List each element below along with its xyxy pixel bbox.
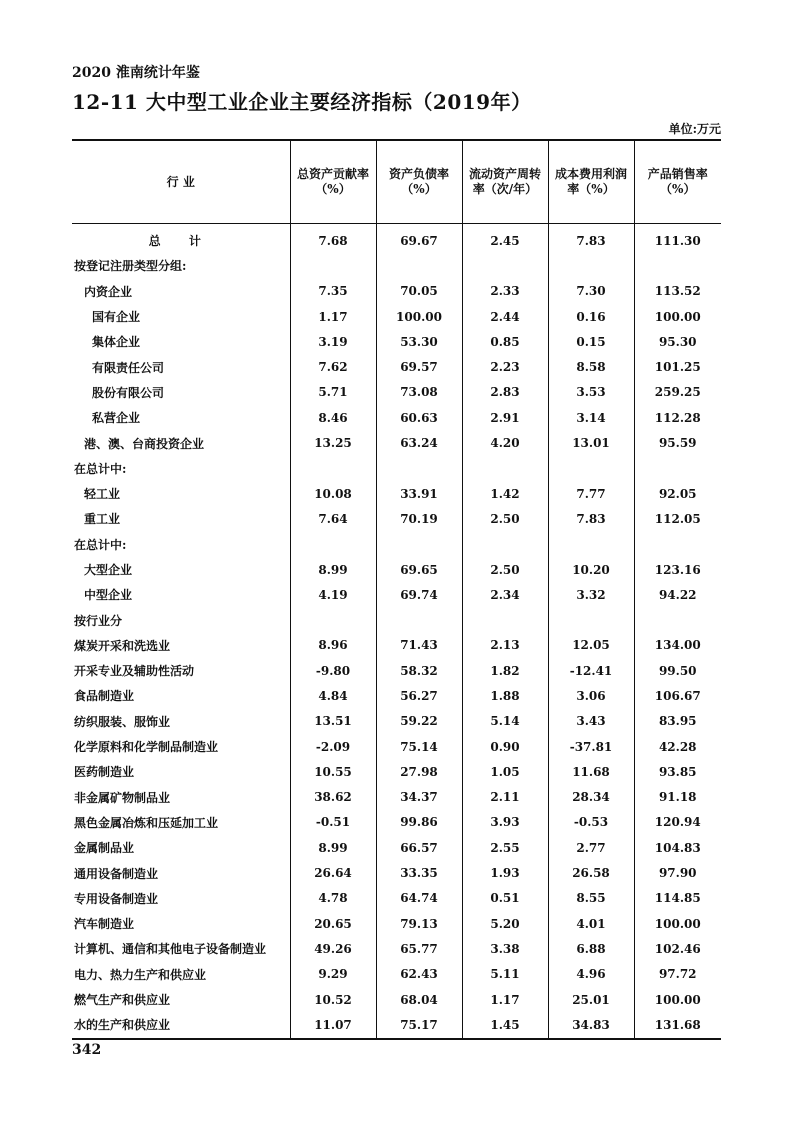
row-label: 在总计中:	[74, 461, 127, 476]
row-value: 94.22	[634, 582, 721, 607]
row-value: 10.20	[548, 557, 634, 582]
unit-label: 单位:万元	[668, 122, 721, 136]
row-value: 3.38	[462, 936, 548, 961]
row-value: 2.33	[462, 279, 548, 304]
row-value	[290, 253, 376, 278]
table-row	[72, 633, 721, 658]
row-value: 2.34	[462, 582, 548, 607]
row-label: 金属制品业	[74, 841, 135, 856]
row-value	[548, 607, 634, 632]
row-value: 1.88	[462, 683, 548, 708]
row-value: 26.58	[548, 860, 634, 885]
table-header-row	[72, 140, 721, 224]
row-value: -9.80	[290, 658, 376, 683]
row-value	[376, 607, 462, 632]
row-label: 开采专业及辅助性活动	[74, 664, 195, 679]
row-value: 1.82	[462, 658, 548, 683]
row-value: 4.01	[548, 911, 634, 936]
row-value	[634, 253, 721, 278]
row-value: 69.57	[376, 354, 462, 379]
row-value: 7.68	[290, 224, 376, 254]
row-value: 93.85	[634, 759, 721, 784]
row-label: 轻工业	[84, 487, 121, 502]
row-label: 集体企业	[92, 335, 141, 350]
row-value: 114.85	[634, 886, 721, 911]
row-value	[634, 607, 721, 632]
row-label: 国有企业	[92, 310, 141, 325]
column-header-current-asset-turnover: 流动资产周转率（次/年）	[462, 140, 548, 224]
row-value: 9.29	[290, 962, 376, 987]
table-row	[72, 224, 721, 254]
row-label: 内资企业	[84, 284, 133, 299]
table-title: 12-11 大中型工业企业主要经济指标（2019年）	[72, 90, 532, 114]
row-value: 4.20	[462, 430, 548, 455]
row-value: -2.09	[290, 734, 376, 759]
row-value: 4.78	[290, 886, 376, 911]
row-label: 化学原料和化学制品制造业	[74, 740, 219, 755]
row-value: 2.13	[462, 633, 548, 658]
row-value: 2.23	[462, 354, 548, 379]
table-row	[72, 354, 721, 379]
row-value: 33.35	[376, 860, 462, 885]
table-row	[72, 405, 721, 430]
row-value	[290, 456, 376, 481]
table-row	[72, 658, 721, 683]
row-value: 2.11	[462, 785, 548, 810]
row-label: 黑色金属冶炼和压延加工业	[74, 815, 219, 830]
row-value: 34.83	[548, 1012, 634, 1038]
table-row	[72, 860, 721, 885]
row-value: 4.19	[290, 582, 376, 607]
row-value: 97.72	[634, 962, 721, 987]
row-value: 0.85	[462, 329, 548, 354]
row-label: 大型企业	[84, 563, 133, 577]
row-value: 4.84	[290, 683, 376, 708]
row-value	[462, 253, 548, 278]
row-value: 10.08	[290, 481, 376, 506]
row-value: 75.14	[376, 734, 462, 759]
table-row	[72, 785, 721, 810]
row-value: 2.55	[462, 835, 548, 860]
row-value: 6.88	[548, 936, 634, 961]
row-value: 3.06	[548, 683, 634, 708]
row-value: 70.19	[376, 506, 462, 531]
table-row	[72, 683, 721, 708]
table-row	[72, 506, 721, 531]
row-value: 8.46	[290, 405, 376, 430]
row-value: 53.30	[376, 329, 462, 354]
row-label: 在总计中:	[74, 537, 127, 552]
table-row	[72, 279, 721, 304]
row-label: 总 计	[148, 234, 213, 249]
row-value: -0.53	[548, 810, 634, 835]
row-value: 113.52	[634, 279, 721, 304]
row-value: 10.55	[290, 759, 376, 784]
column-header-debt-ratio: 资产负债率（%）	[376, 140, 462, 224]
row-label: 煤炭开采和洗选业	[74, 638, 171, 653]
row-value: 3.14	[548, 405, 634, 430]
row-value: 111.30	[634, 224, 721, 254]
book-title: 2020 淮南统计年鉴	[72, 65, 200, 81]
table-row	[72, 607, 721, 632]
row-label: 通用设备制造业	[74, 866, 159, 881]
row-value: 4.96	[548, 962, 634, 987]
row-value: 75.17	[376, 1012, 462, 1038]
row-value: 0.16	[548, 304, 634, 329]
row-label: 按行业分	[74, 613, 123, 628]
row-value: 7.35	[290, 279, 376, 304]
row-value: 8.96	[290, 633, 376, 658]
row-value: 11.68	[548, 759, 634, 784]
row-value: 1.93	[462, 860, 548, 885]
row-value: 33.91	[376, 481, 462, 506]
row-label: 非金属矿物制品业	[74, 790, 171, 805]
row-value: 27.98	[376, 759, 462, 784]
row-value: 65.77	[376, 936, 462, 961]
row-label: 私营企业	[92, 411, 141, 426]
row-value: 8.58	[548, 354, 634, 379]
table-row	[72, 380, 721, 405]
row-value: 100.00	[376, 304, 462, 329]
row-value: 20.65	[290, 911, 376, 936]
row-value	[634, 456, 721, 481]
table-row	[72, 557, 721, 582]
row-value: 2.50	[462, 557, 548, 582]
row-value	[290, 532, 376, 557]
row-value: 12.05	[548, 633, 634, 658]
column-header-cost-profit-ratio: 成本费用利润率（%）	[548, 140, 634, 224]
table-row	[72, 481, 721, 506]
row-label: 电力、热力生产和供应业	[74, 967, 207, 982]
row-value: 8.99	[290, 557, 376, 582]
row-value: 112.05	[634, 506, 721, 531]
table-body	[72, 224, 721, 1039]
page-number: 342	[72, 1042, 102, 1058]
row-value: 3.93	[462, 810, 548, 835]
row-value: 60.63	[376, 405, 462, 430]
row-value: 1.42	[462, 481, 548, 506]
row-value: 106.67	[634, 683, 721, 708]
table-row	[72, 911, 721, 936]
row-value: 79.13	[376, 911, 462, 936]
row-label: 水的生产和供应业	[72, 1012, 290, 1038]
row-value: 3.19	[290, 329, 376, 354]
row-value: 62.43	[376, 962, 462, 987]
row-label: 汽车制造业	[74, 917, 135, 932]
row-value: 25.01	[548, 987, 634, 1012]
row-label: 食品制造业	[74, 689, 135, 704]
row-value: 70.05	[376, 279, 462, 304]
row-value	[376, 532, 462, 557]
table-row	[72, 329, 721, 354]
table-row	[72, 734, 721, 759]
row-value	[376, 456, 462, 481]
row-value	[548, 253, 634, 278]
row-value: 100.00	[634, 987, 721, 1012]
row-value: 7.30	[548, 279, 634, 304]
row-value: 73.08	[376, 380, 462, 405]
row-value: 99.50	[634, 658, 721, 683]
row-value: 8.99	[290, 835, 376, 860]
row-value: 13.01	[548, 430, 634, 455]
row-value: 99.86	[376, 810, 462, 835]
row-value: 63.24	[376, 430, 462, 455]
row-value: 7.62	[290, 354, 376, 379]
row-value: 69.67	[376, 224, 462, 254]
row-label: 有限责任公司	[92, 360, 165, 375]
row-value: 56.27	[376, 683, 462, 708]
row-label: 港、澳、台商投资企业	[84, 436, 205, 451]
row-label: 专用设备制造业	[74, 891, 159, 906]
table-row	[72, 987, 721, 1012]
table-row	[72, 962, 721, 987]
row-value: 42.28	[634, 734, 721, 759]
row-value: 2.83	[462, 380, 548, 405]
row-label: 纺织服装、服饰业	[74, 714, 171, 729]
row-value: 68.04	[376, 987, 462, 1012]
row-value: 3.32	[548, 582, 634, 607]
row-value: 100.00	[634, 911, 721, 936]
row-value: 64.74	[376, 886, 462, 911]
row-value: 0.90	[462, 734, 548, 759]
row-value: 69.74	[376, 582, 462, 607]
table-row	[72, 456, 721, 481]
row-value: 5.20	[462, 911, 548, 936]
row-value: 101.25	[634, 354, 721, 379]
row-value: 104.83	[634, 835, 721, 860]
row-value: 131.68	[634, 1012, 721, 1038]
row-value: 8.55	[548, 886, 634, 911]
row-value: 58.32	[376, 658, 462, 683]
row-value: 120.94	[634, 810, 721, 835]
row-value: 1.17	[462, 987, 548, 1012]
row-value: 0.51	[462, 886, 548, 911]
row-value	[634, 532, 721, 557]
row-value	[376, 253, 462, 278]
row-label: 股份有限公司	[92, 385, 165, 400]
table-row	[72, 810, 721, 835]
row-value: 5.11	[462, 962, 548, 987]
row-value: 11.07	[290, 1012, 376, 1038]
row-value: 83.95	[634, 709, 721, 734]
table-row	[72, 253, 721, 278]
row-value: 2.44	[462, 304, 548, 329]
row-value: 112.28	[634, 405, 721, 430]
table-row	[72, 532, 721, 557]
row-value: 2.45	[462, 224, 548, 254]
row-label: 医药制造业	[74, 765, 135, 780]
row-value: -37.81	[548, 734, 634, 759]
row-value	[548, 532, 634, 557]
table-row	[72, 1012, 721, 1038]
row-value: 2.50	[462, 506, 548, 531]
row-label: 燃气生产和供应业	[74, 993, 171, 1008]
row-value: 5.14	[462, 709, 548, 734]
row-value: 69.65	[376, 557, 462, 582]
row-value: 7.77	[548, 481, 634, 506]
row-value: 1.45	[462, 1012, 548, 1038]
row-value: 97.90	[634, 860, 721, 885]
row-value: 7.64	[290, 506, 376, 531]
row-label: 计算机、通信和其他电子设备制造业	[74, 942, 267, 957]
row-value: -0.51	[290, 810, 376, 835]
row-value: 259.25	[634, 380, 721, 405]
row-value	[462, 456, 548, 481]
row-value: 2.77	[548, 835, 634, 860]
row-value	[462, 532, 548, 557]
row-value: 1.05	[462, 759, 548, 784]
row-value: 7.83	[548, 506, 634, 531]
row-value	[548, 456, 634, 481]
table-row	[72, 582, 721, 607]
row-value: 0.15	[548, 329, 634, 354]
table-row	[72, 835, 721, 860]
row-value: 123.16	[634, 557, 721, 582]
row-value: 3.53	[548, 380, 634, 405]
row-value: 13.25	[290, 430, 376, 455]
column-header-industry: 行 业	[72, 140, 290, 224]
row-value: 7.83	[548, 224, 634, 254]
row-value: 91.18	[634, 785, 721, 810]
row-value: 134.00	[634, 633, 721, 658]
row-value: 2.91	[462, 405, 548, 430]
indicator-table	[72, 139, 721, 1040]
row-value: 71.43	[376, 633, 462, 658]
table-row	[72, 936, 721, 961]
column-header-sales-ratio: 产品销售率（%）	[634, 140, 721, 224]
row-label: 中型企业	[84, 588, 133, 603]
row-value: 1.17	[290, 304, 376, 329]
row-value: 3.43	[548, 709, 634, 734]
table-row	[72, 304, 721, 329]
row-value: 59.22	[376, 709, 462, 734]
row-value: 66.57	[376, 835, 462, 860]
row-value: 13.51	[290, 709, 376, 734]
row-value: 28.34	[548, 785, 634, 810]
row-value: 34.37	[376, 785, 462, 810]
row-value: 95.30	[634, 329, 721, 354]
row-value: 92.05	[634, 481, 721, 506]
table-row	[72, 709, 721, 734]
row-value: 95.59	[634, 430, 721, 455]
row-value	[290, 607, 376, 632]
row-value: 5.71	[290, 380, 376, 405]
row-value: -12.41	[548, 658, 634, 683]
row-value	[462, 607, 548, 632]
table-row	[72, 430, 721, 455]
table-row	[72, 759, 721, 784]
row-label: 按登记注册类型分组:	[74, 259, 187, 274]
row-value: 38.62	[290, 785, 376, 810]
row-value: 49.26	[290, 936, 376, 961]
row-label: 重工业	[84, 512, 121, 527]
row-value: 10.52	[290, 987, 376, 1012]
table-row	[72, 886, 721, 911]
row-value: 102.46	[634, 936, 721, 961]
column-header-asset-contribution: 总资产贡献率（%）	[290, 140, 376, 224]
row-value: 26.64	[290, 860, 376, 885]
row-value: 100.00	[634, 304, 721, 329]
